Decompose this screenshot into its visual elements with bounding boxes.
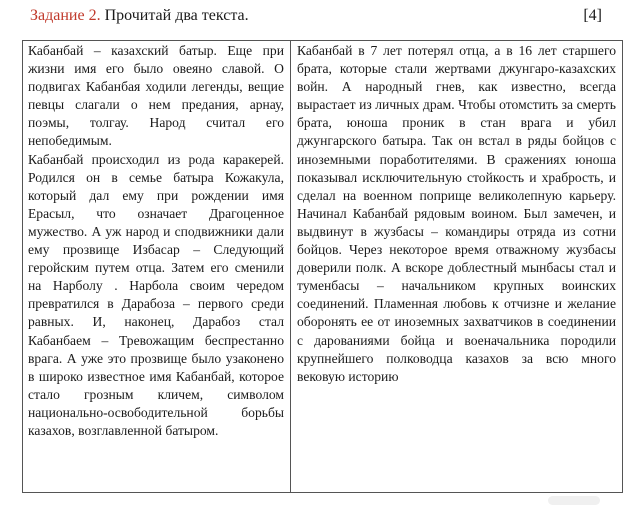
text-column-right bbox=[291, 41, 622, 492]
left-paragraph-2: Кабанбай происходил из рода каракерей. Родился он в семье батыра Кожакула, который дал ему при рождении имя Ерасыл, что означает Драгоценное мужество. А уж народ и сподвижники дали ему прозвище Избасар – Следующий геройским путем отца. Затем его сменили на Нарболу . Нарбола своим чередом превратился в Дарабоза – первого среди равных. И, наконец, Дарабоз стал Кабанбаем – Тревожащим беспрестанно врага. А уже это прозвище было узаконено в широко известное имя Кабанбай, которое стало грозным кличем, символом национально-освободительной борьбы казахов, возглавленной батыром. bbox=[28, 151, 284, 438]
task-instruction: Прочитай два текста. bbox=[104, 7, 249, 24]
left-paragraph-1: Кабанбай – казахский батыр. Еще при жизни имя его было овеяно славой. О подвигах Кабанбая ходили легенды, вещие певцы слагали о нем предания, арнау, поэмы, толгау. Народ считал его непобедимым. bbox=[28, 43, 284, 149]
task-header bbox=[30, 6, 602, 28]
task-number: Задание 2. bbox=[30, 7, 101, 24]
text-column-left bbox=[23, 41, 291, 492]
right-paragraph: Кабанбай в 7 лет потерял отца, а в 16 лет старшего брата, которые стали жертвами джунгаро-казахских войн. А народный гнев, как известно, всегда вырастает из личных драм. Чтобы отомстить за смерть брата, юноша проник в стан врага и убил джунгарского батыра. Так он встал в ряды бойцов с иноземными поработителями. В сражениях юноша показывал исключительную стойкость и храбрость, и сделал на военном поприще великолепную карьеру. Начинал Кабанбай рядовым воином. Был замечен, и выдвинут в жузбасы – командиры отряда из сотни бойцов. Через некоторое время отважному жузбасы доверили полк. А вскоре доблестный мынбасы стал и туменбасы – начальником крупных воинских соединений. Пламенная любовь к отчизне и желание оборонять ее от иноземных захватчиков в соединении с дарованиями бойца и военачальника породили крупнейшего полководца казахов за всю много вековую историю bbox=[297, 43, 616, 384]
scan-smudge bbox=[548, 496, 600, 505]
texts-table bbox=[22, 40, 623, 493]
task-score: [4] bbox=[583, 7, 602, 24]
